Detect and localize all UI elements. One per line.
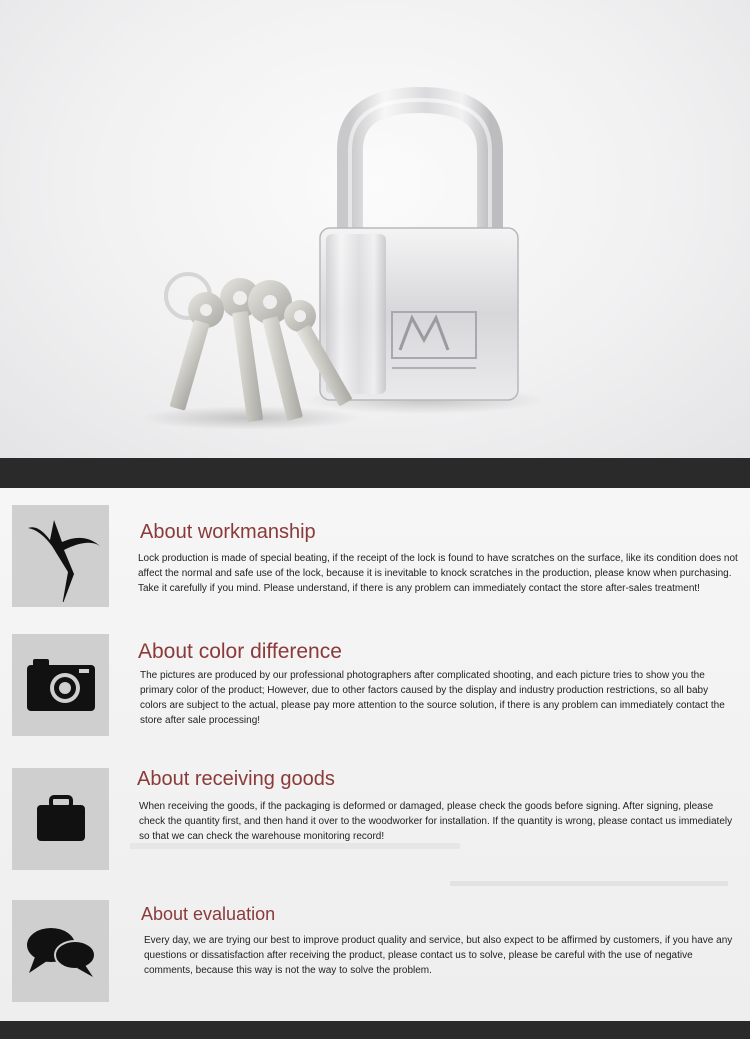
section-title: About receiving goods xyxy=(137,768,335,790)
icon-tile-evaluation xyxy=(12,900,109,1002)
dark-divider-band xyxy=(0,458,750,488)
section-color-difference xyxy=(0,634,750,744)
section-title: About evaluation xyxy=(141,904,276,924)
section-evaluation xyxy=(0,900,750,1010)
product-photo xyxy=(0,0,750,458)
section-title: About workmanship xyxy=(140,521,316,543)
camera-icon xyxy=(25,657,97,713)
padlock-illustration xyxy=(0,0,750,458)
section-text: Every day, we are trying our best to improve product quality and service, but also expect to be affirmed by customers, if you have any questions or dissatisfaction after receiving the product, please contact us to solve, please be careful with the use of negative comments, because this way is not the way to solve the problem. xyxy=(144,935,733,976)
scissors-icon xyxy=(18,510,104,602)
icon-tile-receiving xyxy=(12,768,109,870)
section-workmanship xyxy=(0,505,750,615)
info-panel xyxy=(0,488,750,1021)
dark-footer-band xyxy=(0,1021,750,1039)
briefcase-icon xyxy=(35,795,87,843)
decor-strip xyxy=(450,881,728,886)
section-text: The pictures are produced by our professional photographers after complicated shooting, and each picture tries to show you the primary color of the product; However, due to other factors caused by the display and industry production restrictions, so all baby colors are subject to the actual, please pay more attention to the source solution, if there is any problem can immediately contact the store after sale processing! xyxy=(140,670,725,726)
section-text: Lock production is made of special beating, if the receipt of the lock is found to have scratches on the surface, like its condition does not affect the normal and safe use of the lock, because it is inevitable to knock scratches in the production, please know when purchasing. Take it carefully if you mind. Please understand, if there is any problem can immediately contact the store after-sales treatment! xyxy=(138,553,738,594)
section-text: When receiving the goods, if the packaging is deformed or damaged, please check the goods before signing. After signing, please check the quantity first, and then hand it over to the woodworker for installation. If the quantity is wrong, please contact us immediately so that we can check the warehouse monitoring record! xyxy=(139,801,733,842)
icon-tile-workmanship xyxy=(12,505,109,607)
icon-tile-color xyxy=(12,634,109,736)
section-title: About color difference xyxy=(138,640,342,663)
chat-bubbles-icon xyxy=(25,923,97,979)
decor-strip xyxy=(130,843,460,849)
section-receiving-goods xyxy=(0,768,750,878)
